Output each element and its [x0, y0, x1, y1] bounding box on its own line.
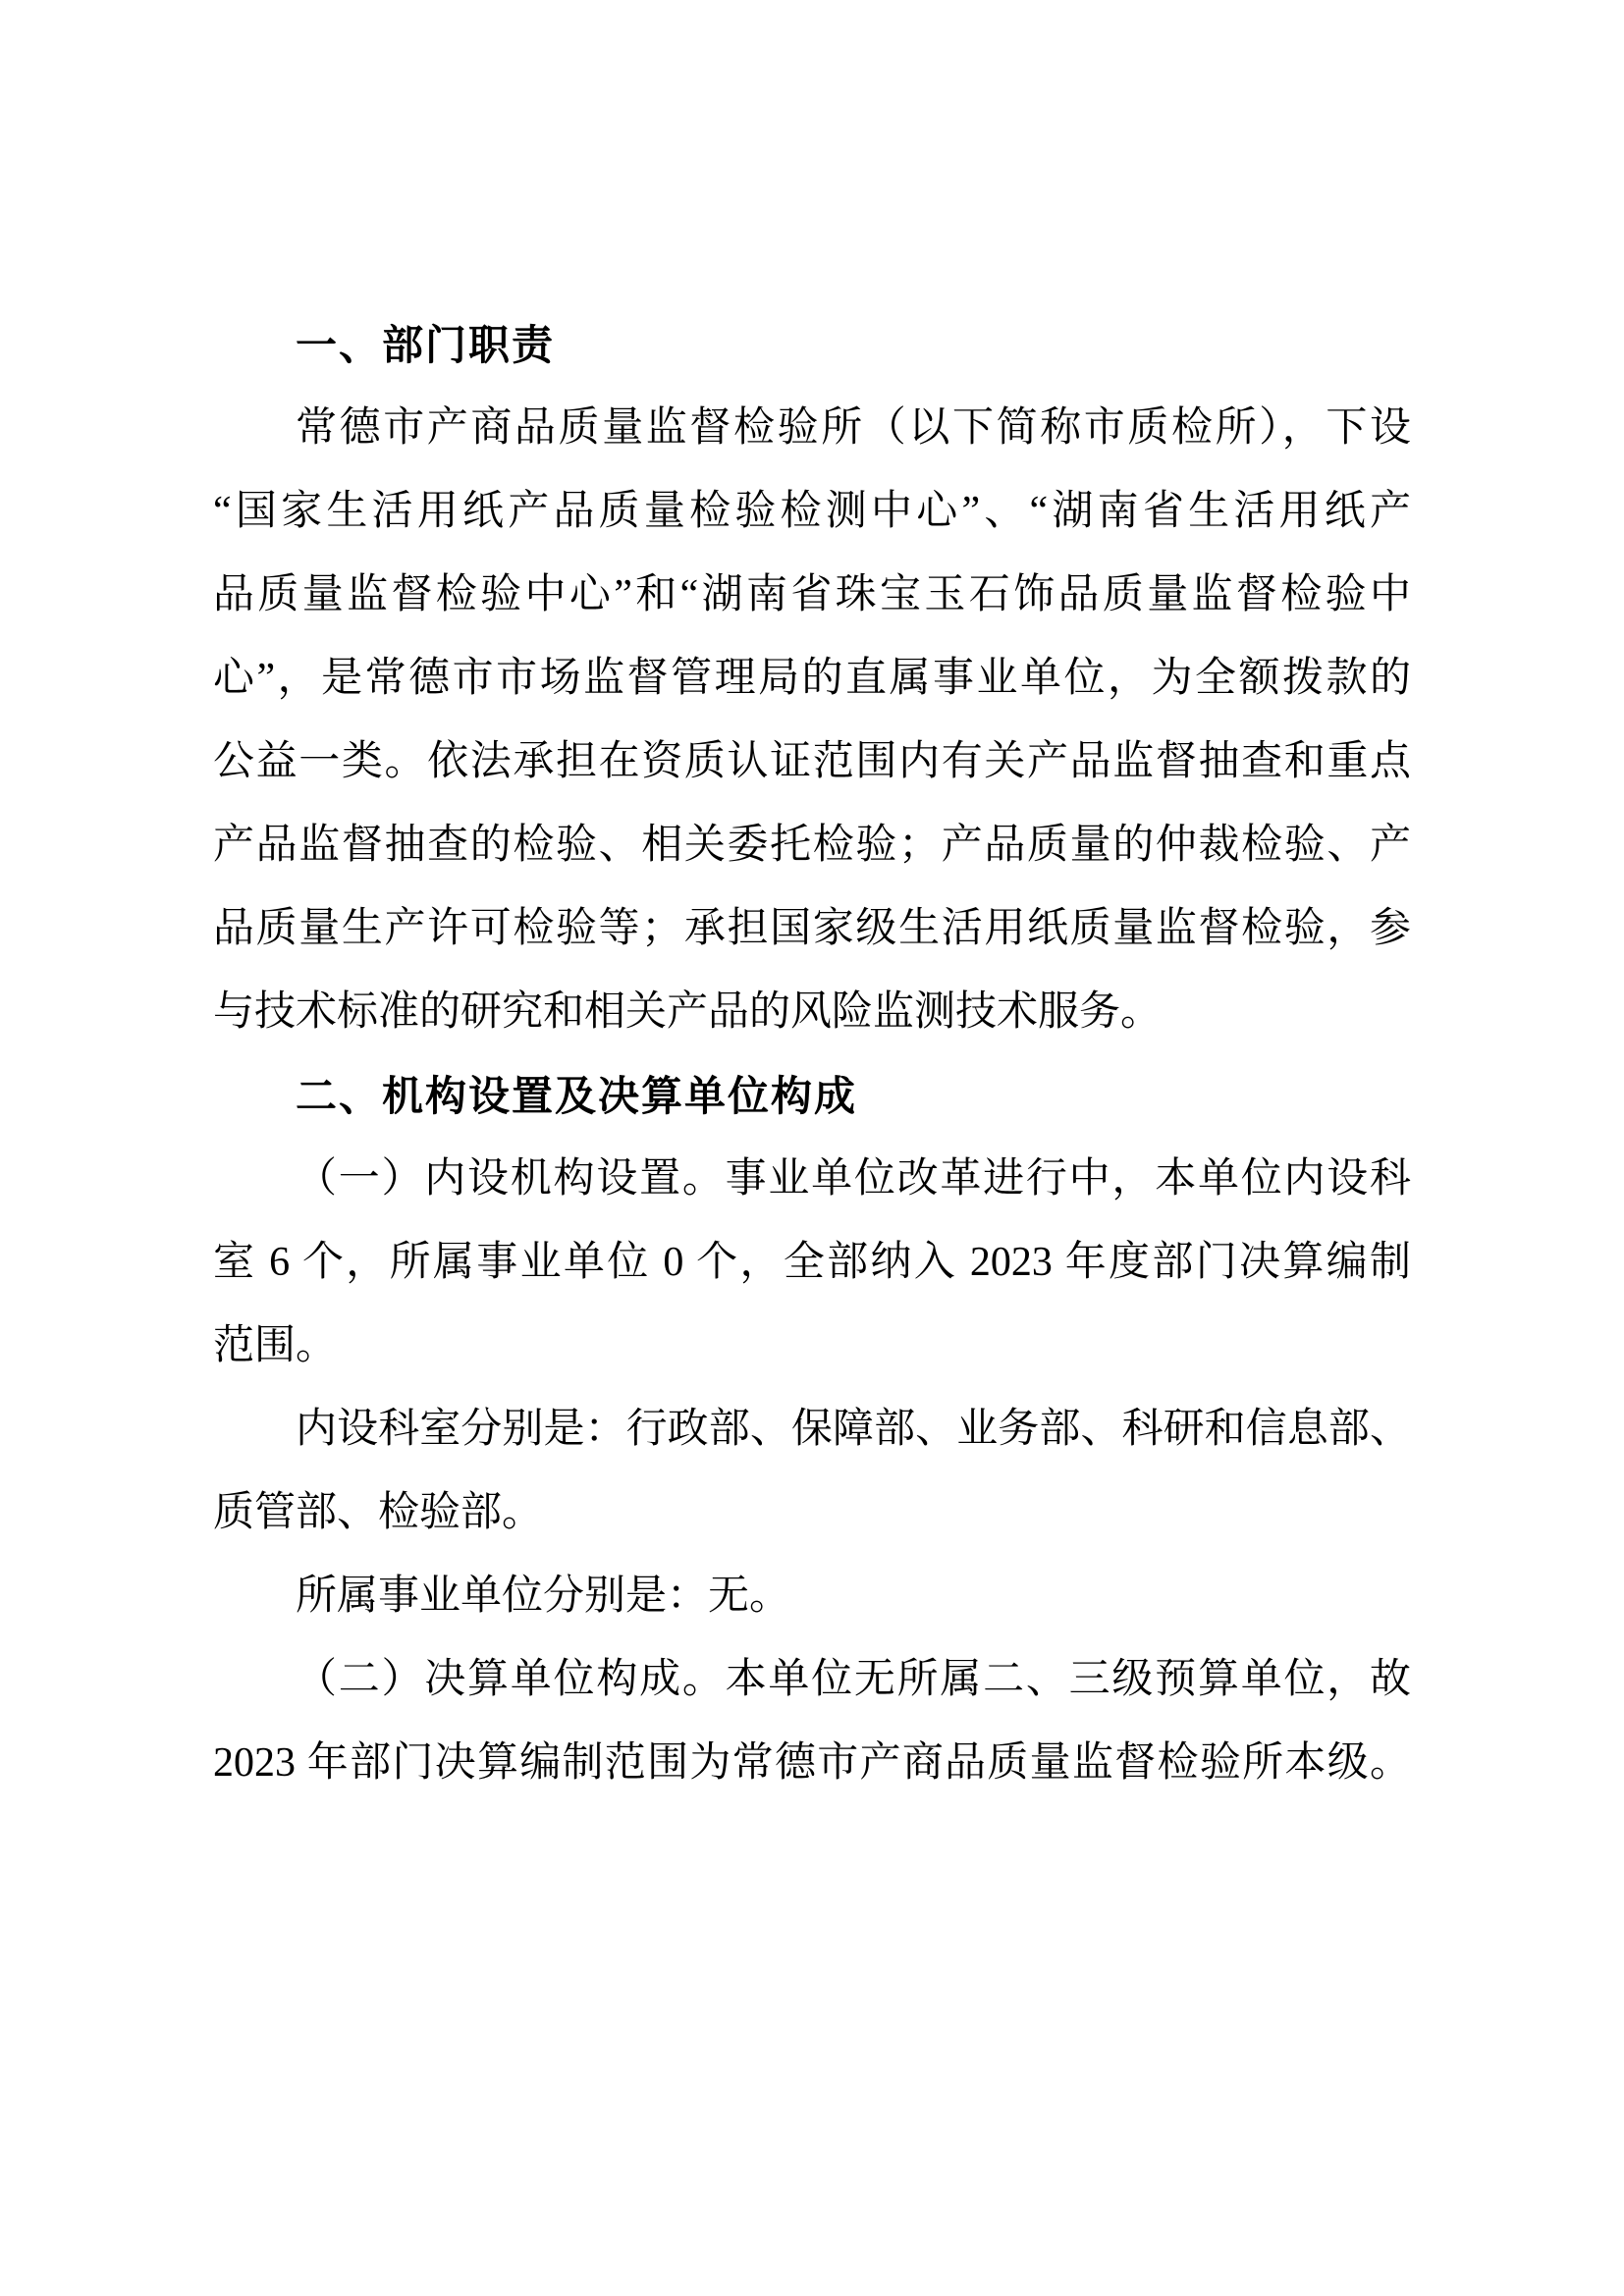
text-line: （一）内设机构设置。事业单位改革进行中，本单位内设科 — [296, 1156, 1411, 1201]
document-content — [213, 303, 1411, 1805]
text-line: 品质量监督检验中心”和“湖南省珠宝玉石饰品质量监督检验中 — [213, 572, 1411, 617]
text-line: “国家生活用纸产品质量检验检测中心”、“湖南省生活用纸产 — [213, 489, 1411, 534]
section-heading — [213, 303, 1411, 387]
text-line: （二）决算单位构成。本单位无所属二、三级预算单位，故 — [296, 1657, 1411, 1702]
text-line: 常德市产商品质量监督检验所（以下简称市质检所），下设 — [296, 405, 1411, 451]
paragraph — [213, 1138, 1411, 1388]
text-line: 品质量生产许可检验等；承担国家级生活用纸质量监督检验，参 — [213, 906, 1411, 951]
text-line: 质管部、检验部。 — [213, 1490, 544, 1535]
paragraph — [213, 1638, 1411, 1805]
text-line: 二、机构设置及决算单位构成 — [296, 1073, 858, 1119]
text-line: 所属事业单位分别是：无。 — [296, 1574, 791, 1619]
text-line: 产品监督抽查的检验、相关委托检验；产品质量的仲裁检验、产 — [213, 823, 1411, 868]
text-line: 室 6 个，所属事业单位 0 个，全部纳入 2023 年度部门决算编制 — [213, 1240, 1411, 1285]
text-line: 范围。 — [213, 1323, 338, 1368]
paragraph — [213, 1555, 1411, 1638]
text-line: 与技术标准的研究和相关产品的风险监测技术服务。 — [213, 989, 1163, 1035]
paragraph — [213, 1388, 1411, 1555]
text-line: 一、部门职责 — [296, 322, 556, 368]
paragraph — [213, 387, 1411, 1054]
text-line: 内设科室分别是：行政部、保障部、业务部、科研和信息部、 — [296, 1407, 1411, 1452]
text-line: 心”，是常德市市场监督管理局的直属事业单位，为全额拨款的 — [213, 656, 1411, 701]
text-line: 2023 年部门决算编制范围为常德市产商品质量监督检验所本级。 — [213, 1740, 1411, 1786]
section-heading — [213, 1054, 1411, 1138]
text-line: 公益一类。依法承担在资质认证范围内有关产品监督抽查和重点 — [213, 739, 1411, 784]
